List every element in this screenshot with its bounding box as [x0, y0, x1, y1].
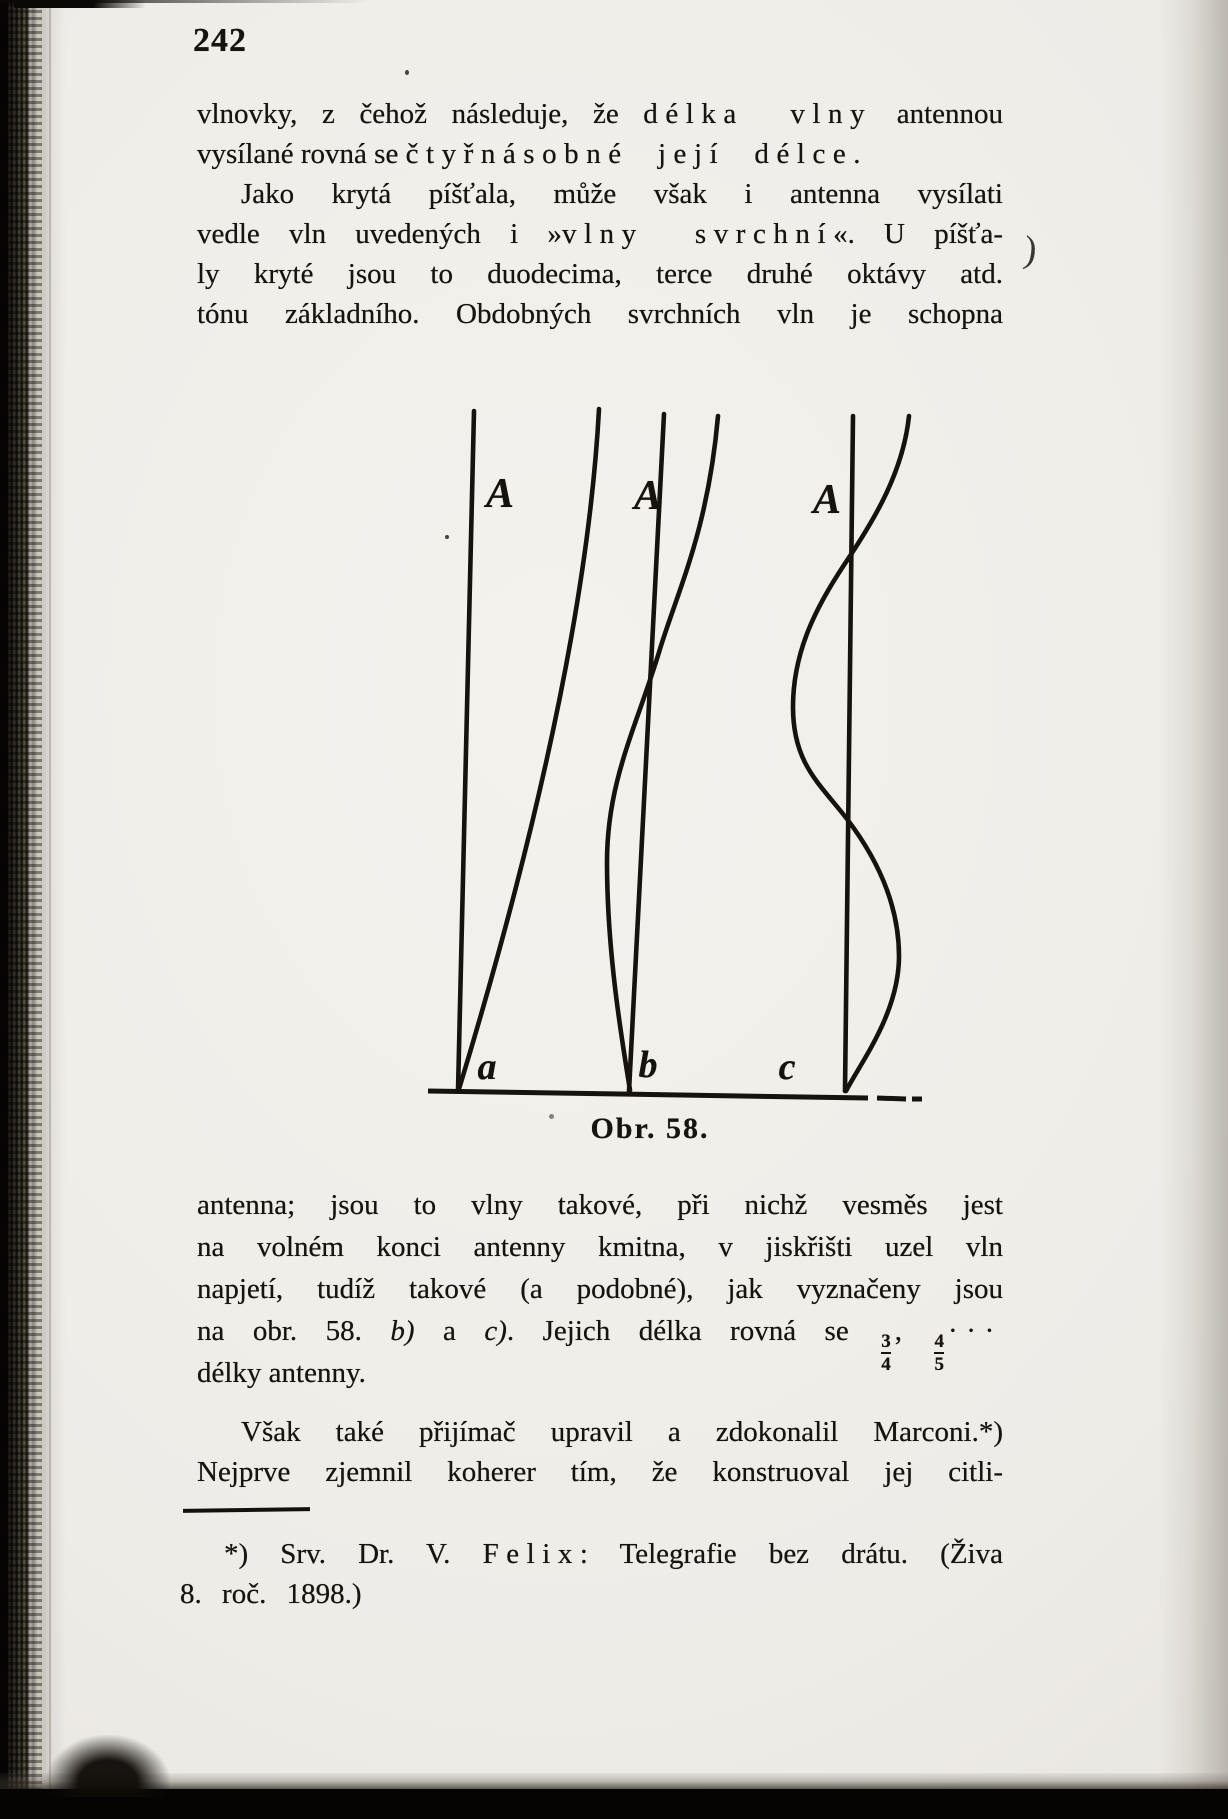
text-segment-letterspaced: Felix [482, 1538, 580, 1570]
ground-line-dash [877, 1098, 906, 1099]
text-segment: : Telegrafie bez drátu. (Živa [579, 1538, 1003, 1570]
scan-edge-right [1158, 0, 1228, 1819]
scan-edge-bottom [0, 1789, 1228, 1819]
fraction-numerator: 3 [881, 1331, 891, 1352]
paragraph-2 [197, 174, 1003, 334]
figure-label-A3: A [812, 477, 842, 523]
fraction-three-fourths [881, 1332, 891, 1375]
paper-speck [405, 70, 409, 75]
stray-margin-mark: ) [1021, 228, 1040, 272]
text-line: napjetí, tudíž takové (a podobné), jak vyznačeny jsou [197, 1273, 1003, 1305]
fraction-numerator: 4 [934, 1331, 944, 1352]
text-line [180, 1534, 1003, 1574]
text-line: 8. roč. 1898.) [180, 1578, 362, 1610]
figure-label-c: c [778, 1046, 796, 1088]
figure-label-A2: A [633, 473, 663, 519]
text-segment: *) Srv. Dr. V. [224, 1538, 483, 1570]
figure-label-b: b [638, 1044, 658, 1086]
scan-edge-top [0, 0, 1228, 3]
spine-streaks [6, 0, 42, 1819]
text-line: Jako krytá píšťala, může však i antenna vysílati [241, 178, 1003, 210]
fraction-denominator: 5 [934, 1353, 944, 1375]
figure-label-a: a [477, 1046, 497, 1088]
text-segment: antennou [872, 98, 1003, 130]
figure-label-A1: A [485, 471, 515, 517]
figure-standing-waves [405, 340, 945, 1130]
text-line [197, 214, 1003, 254]
wave-curve-three-quarter [607, 416, 718, 1090]
text-segment: vedle vln uvedených i » [197, 218, 562, 250]
ground-line [428, 1091, 868, 1098]
ink-blob [46, 1735, 170, 1797]
figure-caption: Obr. 58. [590, 1112, 710, 1145]
text-line: antenna; jsou to vlny takové, při nichž vesměs jest [197, 1189, 1003, 1221]
antenna-line-a [458, 411, 474, 1091]
text-segment-italic: c) [484, 1315, 507, 1347]
scan-edge-top-strip [14, 0, 146, 8]
fraction-four-fifths [934, 1332, 944, 1375]
paragraph-3 [197, 1184, 1003, 1394]
footnote [180, 1534, 1003, 1614]
text-line [197, 94, 1003, 134]
paragraph-1 [197, 94, 1003, 174]
text-line: délky antenny. [197, 1357, 366, 1389]
text-segment: vysílané rovná se [197, 138, 406, 170]
text-line: Však také přijímač upravil a zdokonalil Marconi.*) [241, 1416, 1003, 1448]
wave-curve-quarter [459, 409, 599, 1089]
text-segment: a [414, 1315, 485, 1347]
text-segment: . Jejich délka rovná se [506, 1315, 878, 1347]
text-segment: na obr. 58. [197, 1315, 391, 1347]
text-segment: vlnovky, z čehož následuje, že [197, 98, 644, 130]
text-line: ly kryté jsou to duodecima, terce druhé oktávy atd. [197, 258, 1003, 290]
text-line [197, 134, 1003, 174]
text-line: na volném konci antenny kmitna, v jiskřišti uzel vln [197, 1231, 1003, 1263]
text-segment-letterspaced: vlny svrchní [561, 218, 834, 250]
text-segment-italic: b) [390, 1315, 415, 1347]
ellipsis-dots: ··· [947, 1315, 1004, 1347]
text-segment-letterspaced: čtyřnásobné její délce. [405, 138, 869, 170]
text-line: tónu základního. Obdobných svrchních vln je schopna [197, 298, 1003, 330]
text-segment: «. U píšťa- [833, 218, 1003, 250]
page-number: 242 [193, 22, 247, 59]
paragraph-4 [197, 1412, 1003, 1492]
text-segment: , [894, 1315, 931, 1347]
page-crease-line [49, 0, 51, 1819]
footnote-rule [183, 1507, 310, 1513]
text-line: Nejprve zjemnil koherer tím, že konstruoval jej citli- [197, 1456, 1003, 1488]
antenna-line-c [845, 416, 853, 1091]
fraction-denominator: 4 [881, 1353, 891, 1375]
text-segment-letterspaced: délka vlny [643, 98, 873, 130]
